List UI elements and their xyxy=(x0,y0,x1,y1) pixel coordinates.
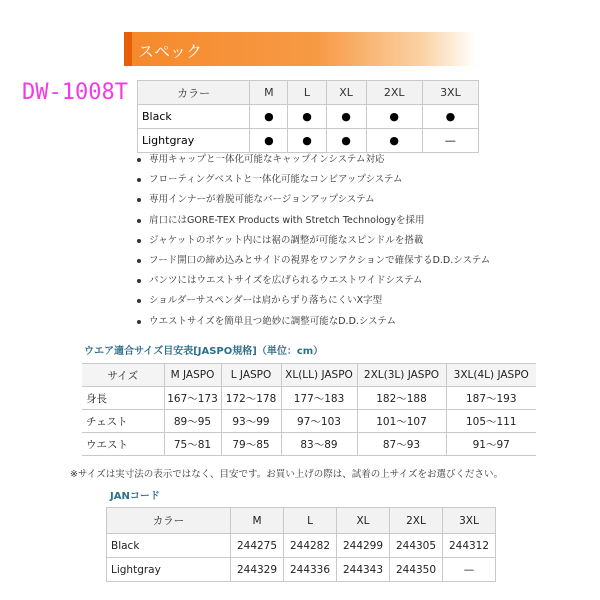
size-header-cell: XL(LL) JASPO xyxy=(281,364,357,387)
size-cell: 177〜183 xyxy=(281,387,357,410)
size-cell: 101〜107 xyxy=(357,410,446,433)
feature-item: ショルダーサスペンダーは肩からずり落ちにくいX字型 xyxy=(135,295,490,315)
jan-code-cell: 244299 xyxy=(337,534,390,558)
size-row-chest xyxy=(82,410,536,433)
jan-color-name: Lightgray xyxy=(107,558,231,582)
size-header-m: M xyxy=(250,81,288,105)
size-header-cell: M JASPO xyxy=(164,364,221,387)
jan-row-black xyxy=(107,534,496,558)
jan-code-cell: 244350 xyxy=(390,558,443,582)
jan-code-cell: — xyxy=(443,558,496,582)
feature-item: ウエストサイズを簡単且つ絶妙に調整可能なD.D.システム xyxy=(135,316,490,336)
size-cell: 172〜178 xyxy=(221,387,281,410)
jan-row-lightgray xyxy=(107,558,496,582)
color-table-header xyxy=(138,81,479,105)
size-header-label: サイズ xyxy=(82,364,164,387)
jan-table-header xyxy=(107,508,496,534)
jan-code-cell: 244305 xyxy=(390,534,443,558)
size-header-cell: 3XL(4L) JASPO xyxy=(446,364,536,387)
feature-item: パンツにはウエストサイズを広げられるウエストワイドシステム xyxy=(135,275,490,295)
size-chart-table xyxy=(82,363,536,456)
availability-mark: ● xyxy=(326,105,366,129)
availability-mark: ● xyxy=(250,105,288,129)
availability-mark: ● xyxy=(326,129,366,153)
size-cell: 97〜103 xyxy=(281,410,357,433)
size-header-xl: XL xyxy=(326,81,366,105)
size-chart-title: ウエア適合サイズ目安表[JASPO規格]（単位：cm） xyxy=(84,346,324,357)
availability-mark: ● xyxy=(366,129,422,153)
size-cell: 75〜81 xyxy=(164,433,221,456)
availability-mark: ● xyxy=(250,129,288,153)
jan-header-cell: L xyxy=(284,508,337,534)
banner-title: スペック xyxy=(138,42,203,61)
size-note: ※サイズは実寸法の表示ではなく、目安です。お買い上げの際は、試着の上サイズをお選びください。 xyxy=(70,469,503,480)
color-row-lightgray xyxy=(138,129,479,153)
size-cell: 83〜89 xyxy=(281,433,357,456)
availability-mark: ● xyxy=(366,105,422,129)
color-row-black xyxy=(138,105,479,129)
feature-item: フローティングベストと一体化可能なコンビアップシステム xyxy=(135,174,490,194)
size-cell: 91〜97 xyxy=(446,433,536,456)
color-availability-table xyxy=(137,80,479,153)
size-chart-header xyxy=(82,364,536,387)
jan-header-cell: XL xyxy=(337,508,390,534)
spec-banner xyxy=(124,32,476,66)
size-row-label: ウエスト xyxy=(82,433,164,456)
availability-mark: ● xyxy=(422,105,478,129)
availability-mark: ● xyxy=(288,129,326,153)
size-header-3xl: 3XL xyxy=(422,81,478,105)
size-row-label: チェスト xyxy=(82,410,164,433)
color-name: Lightgray xyxy=(138,129,250,153)
banner-accent-bar xyxy=(124,32,132,66)
availability-mark: ● xyxy=(288,105,326,129)
feature-item: 専用キャップと一体化可能なキャップインシステム対応 xyxy=(135,154,490,174)
jan-code-table xyxy=(106,507,496,582)
feature-item: 専用インナーが着脱可能なバージョンアップシステム xyxy=(135,194,490,214)
size-header-cell: L JASPO xyxy=(221,364,281,387)
size-row-label: 身長 xyxy=(82,387,164,410)
jan-code-cell: 244343 xyxy=(337,558,390,582)
jan-code-cell: 244275 xyxy=(231,534,284,558)
size-cell: 167〜173 xyxy=(164,387,221,410)
size-cell: 182〜188 xyxy=(357,387,446,410)
size-cell: 89〜95 xyxy=(164,410,221,433)
jan-code-cell: 244336 xyxy=(284,558,337,582)
jan-header-cell: M xyxy=(231,508,284,534)
jan-code-cell: 244312 xyxy=(443,534,496,558)
jan-header-cell: 2XL xyxy=(390,508,443,534)
jan-header-cell: 3XL xyxy=(443,508,496,534)
jan-code-title: JANコード xyxy=(110,491,160,502)
jan-color-name: Black xyxy=(107,534,231,558)
size-header-2xl: 2XL xyxy=(366,81,422,105)
feature-item: 肩口にはGORE-TEX Products with Stretch Technologyを採用 xyxy=(135,215,490,235)
size-cell: 93〜99 xyxy=(221,410,281,433)
model-code: DW-1008T xyxy=(22,80,128,105)
color-name: Black xyxy=(138,105,250,129)
size-header-cell: 2XL(3L) JASPO xyxy=(357,364,446,387)
jan-code-cell: 244329 xyxy=(231,558,284,582)
jan-code-cell: 244282 xyxy=(284,534,337,558)
size-cell: 187〜193 xyxy=(446,387,536,410)
availability-mark: — xyxy=(422,129,478,153)
size-row-waist xyxy=(82,433,536,456)
feature-item: フード開口の締め込みとサイドの視界をワンアクションで確保するD.D.システム xyxy=(135,255,490,275)
size-row-height xyxy=(82,387,536,410)
size-cell: 79〜85 xyxy=(221,433,281,456)
jan-header-label: カラー xyxy=(107,508,231,534)
size-cell: 87〜93 xyxy=(357,433,446,456)
feature-item: ジャケットのポケット内には裾の調整が可能なスピンドルを搭載 xyxy=(135,235,490,255)
size-cell: 105〜111 xyxy=(446,410,536,433)
color-header-label: カラー xyxy=(138,81,250,105)
feature-list xyxy=(135,154,490,336)
size-header-l: L xyxy=(288,81,326,105)
